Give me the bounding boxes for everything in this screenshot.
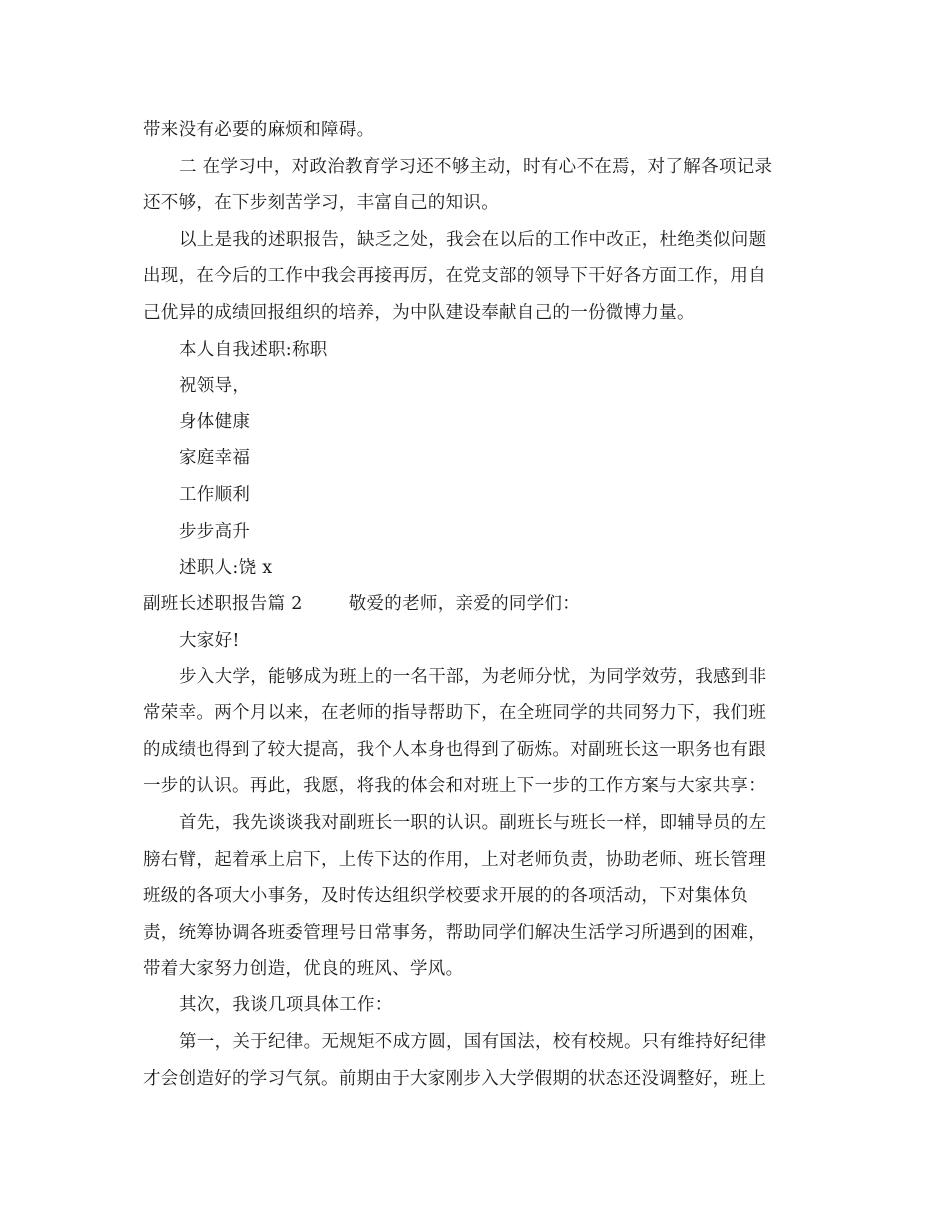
text-line: 带来没有必要的麻烦和障碍。 [143,120,375,140]
text-line: 首先，我先谈谈我对副班长一职的认识。副班长与班长一样，即辅导员的左 [179,813,767,833]
text-line: 还不够，在下步刻苦学习，丰富自己的知识。 [143,193,499,213]
text-line: 出现，在今后的工作中我会再接再厉，在党支部的领导下干好各方面工作，用自 [143,266,766,286]
section-heading: 副班长述职报告篇 2 [143,594,303,614]
text-line: 一步的认识。再此，我愿，将我的体会和对班上下一步的工作方案与大家共享： [143,776,766,796]
text-line: 才会创造好的学习气氛。前期由于大家刚步入大学假期的状态还没调整好，班上 [143,1069,766,1089]
text-line: 家庭幸福 [179,448,251,468]
text-line: 步步高升 [179,522,251,542]
text-line: 责，统筹协调各班委管理号日常事务，帮助同学们解决生活学习所遇到的困难， [143,923,766,943]
text-line: 祝领导， [179,376,251,396]
text-line: 膀右臂，起着承上启下，上传下达的作用，上对老师负责，协助老师、班长管理 [143,850,766,870]
text-line: 大家好! [179,631,240,651]
text-line: 二 在学习中，对政治教育学习还不够主动，时有心不在焉，对了解各项记录 [179,157,773,177]
text-line: 己优异的成绩回报组织的培养，为中队建设奉献自己的一份微博力量。 [143,303,695,323]
text-line: 带着大家努力创造，优良的班风、学风。 [143,959,464,979]
text-line: 其次，我谈几项具体工作： [179,995,393,1015]
text-line: 班级的各项大小事务，及时传达组织学校要求开展的的各项活动，下对集体负 [143,886,749,906]
text-line: 工作顺利 [179,485,251,505]
text-line: 本人自我述职:称职 [179,340,328,360]
text-line: 第一，关于纪律。无规矩不成方圆，国有国法，校有校规。只有维持好纪律 [179,1032,767,1052]
text-line: 步入大学，能够成为班上的一名干部，为老师分忧，为同学效劳，我感到非 [179,667,767,687]
text-line: 述职人:饶 x [179,558,273,578]
text-line: 以上是我的述职报告，缺乏之处，我会在以后的工作中改正，杜绝类似问题 [179,230,767,250]
section-greeting: 敬爱的老师，亲爱的同学们： [348,594,581,614]
section-heading-line [143,592,580,616]
text-line: 常荣幸。两个月以来，在老师的指导帮助下，在全班同学的共同努力下，我们班 [143,703,766,723]
text-line: 身体健康 [179,412,251,432]
text-line: 的成绩也得到了较大提高，我个人本身也得到了砺炼。对副班长这一职务也有跟 [143,740,766,760]
